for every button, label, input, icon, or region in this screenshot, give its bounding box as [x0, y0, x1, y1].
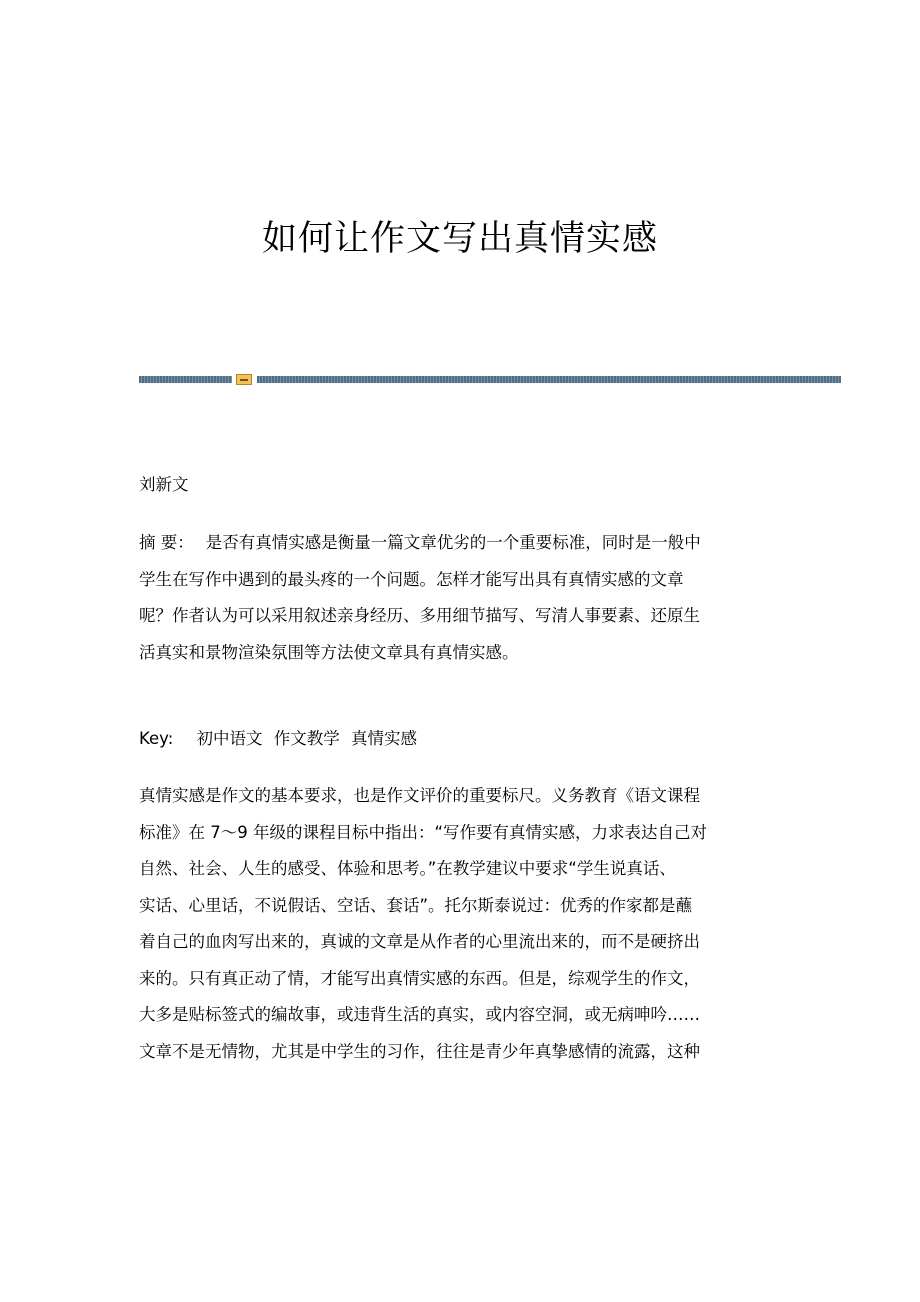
- divider-ornament-icon: [236, 374, 252, 385]
- title-divider: [139, 374, 841, 384]
- abstract-line: 活真实和景物渲染氛围等方法使文章具有真情实感。: [139, 642, 519, 662]
- keywords-section: [139, 726, 784, 752]
- keyword-item: 初中语文: [196, 729, 263, 748]
- document-title: 如何让作文写出真情实感: [261, 219, 658, 259]
- body-line: 实话、心里话，不说假话、空话、套话”。托尔斯泰说过：优秀的作家都是蘸: [139, 895, 693, 915]
- body-line: 来的。只有真正动了情，才能写出真情实感的东西。但是，综观学生的作文，: [139, 968, 700, 988]
- abstract-section: [139, 525, 784, 671]
- body-line: 大多是贴标签式的编故事，或违背生活的真实，或内容空洞，或无病呻吟……: [139, 1005, 700, 1024]
- keyword-item: 作文教学: [273, 729, 340, 748]
- keywords-label: Key:: [139, 729, 174, 748]
- author-name: 刘新文: [139, 475, 189, 494]
- abstract-text: 是否有真情实感是衡量一篇文章优劣的一个重要标准，同时是一般中: [205, 533, 701, 552]
- body-line: 自然、社会、人生的感受、体验和思考。”在教学建议中要求“学生说真话、: [139, 859, 676, 878]
- body-line: 标准》在 7～9 年级的课程目标中指出：“写作要有真情实感，力求表达自己对: [139, 822, 708, 842]
- abstract-line: 学生在写作中遇到的最头疼的一个问题。怎样才能写出具有真情实感的文章: [139, 569, 684, 589]
- body-line: 文章不是无情物，尤其是中学生的习作，往往是青少年真挚感情的流露，这种: [139, 1041, 700, 1061]
- body-line: 真情实感是作文的基本要求，也是作文评价的重要标尺。义务教育《语文课程: [139, 786, 700, 805]
- body-paragraph: [139, 778, 784, 1070]
- abstract-line: 呢？作者认为可以采用叙述亲身经历、多用细节描写、写清人事要素、还原生: [139, 606, 700, 625]
- divider-bar-left: [139, 376, 232, 383]
- abstract-label: 摘 要：: [139, 533, 194, 552]
- keyword-item: 真情实感: [351, 729, 418, 748]
- abstract-line: [139, 525, 784, 562]
- divider-bar-right: [257, 376, 841, 383]
- body-line: 着自己的血肉写出来的，真诚的文章是从作者的心里流出来的，而不是硬挤出: [139, 932, 700, 951]
